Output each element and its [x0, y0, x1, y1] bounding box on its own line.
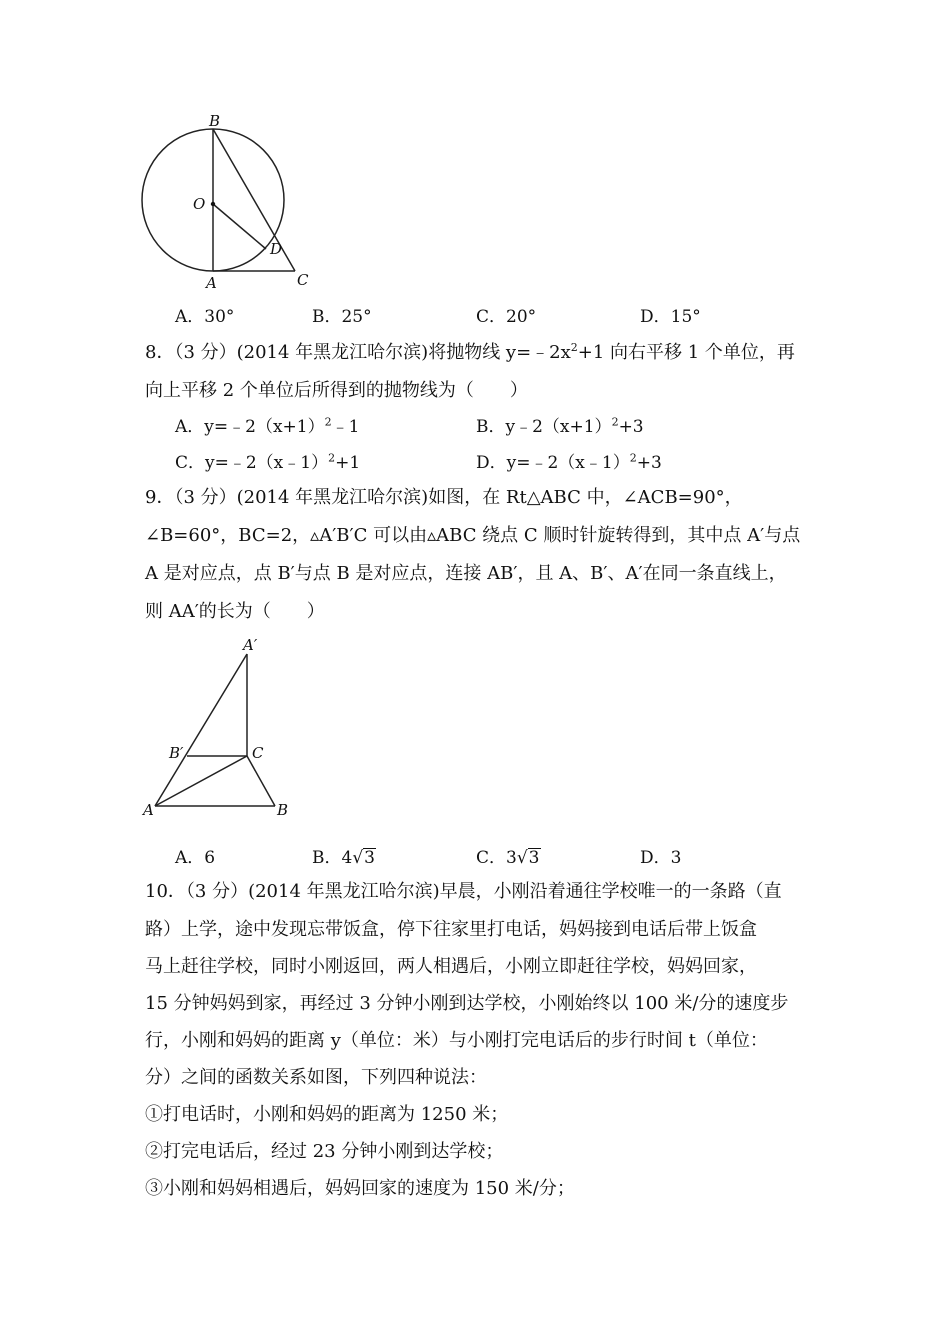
- figure-circle: [130, 108, 320, 293]
- q9-stem-line2: ∠B=60°，BC=2，▵A′B′C 可以由▵ABC 绕点 C 顺时针旋转得到，其中点 A′与点: [145, 525, 801, 546]
- q8-opt-a-text: A．y=﹣2（x+1）: [175, 417, 325, 437]
- q7-option-d: D．15°: [640, 307, 701, 327]
- q8-option-a: [175, 412, 359, 437]
- q8-option-c: [175, 448, 360, 473]
- q9-opt-c-prefix: C．3: [476, 848, 517, 868]
- q8-opt-d-sup: 2: [629, 451, 637, 465]
- q8-opt-d-text: D．y=﹣2（x﹣1）: [476, 453, 630, 473]
- q8-opt-a-tail: ﹣1: [331, 417, 360, 437]
- segment-bc: [213, 129, 295, 271]
- label-b: B: [277, 801, 289, 819]
- q8-line1-suffix: +1 向右平移 1 个单位，再: [577, 342, 795, 363]
- segment-od: [213, 204, 266, 249]
- q10-statement-3: ③小刚和妈妈相遇后，妈妈回家的速度为 150 米/分；: [145, 1178, 575, 1199]
- segment-aa-prime: [155, 654, 247, 806]
- q8-opt-c-tail: +1: [335, 453, 361, 473]
- q8-option-d: [476, 448, 662, 473]
- q10-statement-2: ②打完电话后，经过 23 分钟小刚到达学校；: [145, 1141, 504, 1162]
- q8-opt-c-sup: 2: [328, 451, 336, 465]
- q9-stem-line4: 则 AA′的长为（ ）: [145, 601, 325, 622]
- q7-option-b: B．25°: [312, 307, 372, 327]
- label-b-prime: B′: [169, 744, 184, 762]
- label-d: D: [270, 240, 283, 258]
- label-a: A: [143, 801, 154, 819]
- q10-stem-line3: 马上赶往学校，同时小刚返回，两人相遇后，小刚立即赶往学校，妈妈回家，: [145, 956, 757, 977]
- q8-stem-line2: 向上平移 2 个单位后所得到的抛物线为（ ）: [145, 380, 528, 401]
- q10-stem-line4: 15 分钟妈妈到家，再经过 3 分钟小刚到达学校，小刚始终以 100 米/分的速度步: [145, 993, 789, 1014]
- q10-stem-line5: 行，小刚和妈妈的距离 y（单位：米）与小刚打完电话后的步行时间 t（单位：: [145, 1030, 768, 1051]
- label-c: C: [297, 271, 309, 289]
- q9-opt-b-radicand: 3: [364, 848, 375, 868]
- q7-option-c: C．20°: [476, 307, 537, 327]
- q7-option-a: A．30°: [175, 307, 235, 327]
- segment-cb: [247, 756, 275, 806]
- q8-opt-d-tail: +3: [636, 453, 662, 473]
- label-o: O: [193, 195, 206, 213]
- q9-option-c: [476, 843, 541, 868]
- q10-statement-1: ①打电话时，小刚和妈妈的距离为 1250 米；: [145, 1104, 509, 1125]
- q8-opt-b-text: B．y﹣2（x+1）: [476, 417, 612, 437]
- q9-stem-line3: A 是对应点，点 B′与点 B 是对应点，连接 AB′，且 A、B′、A′在同一条直线上，: [145, 563, 787, 584]
- segment-ac: [155, 756, 247, 806]
- sqrt-symbol: √: [352, 848, 364, 868]
- q9-option-d: D．3: [640, 848, 682, 868]
- q10-stem-line2: 路）上学，途中发现忘带饭盒，停下往家里打电话，妈妈接到电话后带上饭盒: [145, 919, 757, 940]
- label-a-prime: A′: [243, 636, 258, 654]
- label-c: C: [252, 744, 264, 762]
- q9-opt-b-prefix: B．4: [312, 848, 353, 868]
- q9-stem-line1: 9．（3 分）(2014 年黑龙江哈尔滨)如图，在 Rt△ABC 中，∠ACB=90°，: [145, 487, 743, 508]
- q10-stem-line1: 10．（3 分）(2014 年黑龙江哈尔滨)早晨，小刚沿着通往学校唯一的一条路（直: [145, 881, 782, 902]
- q8-opt-b-sup: 2: [611, 415, 619, 429]
- q8-opt-b-tail: +3: [618, 417, 644, 437]
- point-o: [211, 202, 215, 206]
- q10-stem-line6: 分）之间的函数关系如图，下列四种说法：: [145, 1067, 487, 1088]
- sqrt-symbol: √: [516, 848, 528, 868]
- q9-opt-c-radicand: 3: [528, 848, 540, 868]
- label-b: B: [209, 112, 221, 130]
- q9-option-a: A．6: [175, 848, 216, 868]
- q8-line1-prefix: 8．（3 分）(2014 年黑龙江哈尔滨)将抛物线 y=﹣2x: [145, 342, 571, 363]
- figure-triangles: [135, 632, 305, 822]
- label-a: A: [206, 274, 217, 292]
- q8-option-b: [476, 412, 644, 437]
- q8-opt-c-text: C．y=﹣2（x﹣1）: [175, 453, 329, 473]
- q8-stem-line1: [145, 338, 795, 364]
- q9-option-b: [312, 843, 376, 868]
- q8-opt-a-sup: 2: [324, 415, 332, 429]
- q8-line1-sup: 2: [570, 341, 578, 354]
